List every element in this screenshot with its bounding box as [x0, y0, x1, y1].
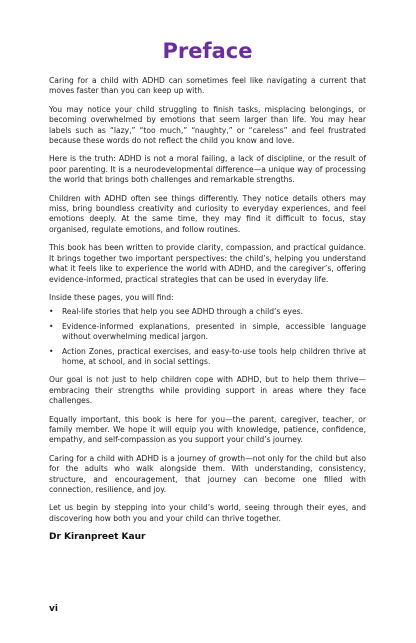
author-signature: Dr Kiranpreet Kaur	[49, 532, 146, 543]
paragraph: Equally important, this book is here for you—the parent, caregiver, teacher, or family member. We hope it will equip you with knowledge, patience, confidence, empathy, and self-compassion as you support your child’s journey.	[49, 414, 366, 445]
paragraph: Here is the truth: ADHD is not a moral failing, a lack of discipline, or the result of poor parenting. It is a neurodevelopmental difference—a unique way of processing the world that brings both challenges and remarkable strengths.	[49, 154, 366, 185]
list-item: • Real-life stories that help you see ADHD through a child’s eyes.	[49, 307, 366, 317]
paragraph: Let us begin by stepping into your child’s world, seeing through their eyes, and discovering how both you and your child can thrive together.	[49, 503, 366, 523]
page-number: vi	[49, 604, 58, 614]
page-title: Preface	[162, 39, 253, 63]
paragraph: Caring for a child with ADHD can sometimes feel like navigating a current that moves faster than you can keep up with.	[49, 76, 366, 96]
paragraph: Children with ADHD often see things differently. They notice details others may miss, bring boundless creativity and curiosity to everyday experiences, and feel emotions deeply. At the same time, they may find it difficult to focus, stay organised, regulate emotions, and follow routines.	[49, 193, 366, 234]
list-item: • Evidence-informed explanations, presented in simple, accessible language without overwhelming medical jargon.	[49, 322, 366, 343]
paragraph: Caring for a child with ADHD is a journey of growth—not only for the child but also for the adults who walk alongside them. With understanding, consistency, structure, and encouragement, that journey can become one filled with connection, resilience, and joy.	[49, 453, 366, 494]
bullet-list	[49, 307, 366, 367]
paragraph: Our goal is not just to help children cope with ADHD, but to help them thrive—embracing their strengths while providing support in areas where they face challenges.	[49, 375, 366, 406]
paragraph: Inside these pages, you will find:	[49, 292, 174, 302]
paragraph: This book has been written to provide clarity, compassion, and practical guidance. It brings together two important perspectives: the child’s, helping you understand what it feels like to experience the world with ADHD, and the caregiver’s, offering evidence-informed, practical strategies that can be used in everyday life.	[49, 243, 366, 284]
list-item: • Action Zones, practical exercises, and easy-to-use tools help children thrive at home, at school, and in social settings.	[49, 347, 366, 368]
preface-body	[49, 76, 366, 543]
paragraph: You may notice your child struggling to finish tasks, misplacing belongings, or becoming overwhelmed by emotions that seem larger than life. You may hear labels such as “lazy,” “too much,” “naughty,” or “careless” and feel frustrated because these words do not reflect the child you know and love.	[49, 104, 366, 146]
